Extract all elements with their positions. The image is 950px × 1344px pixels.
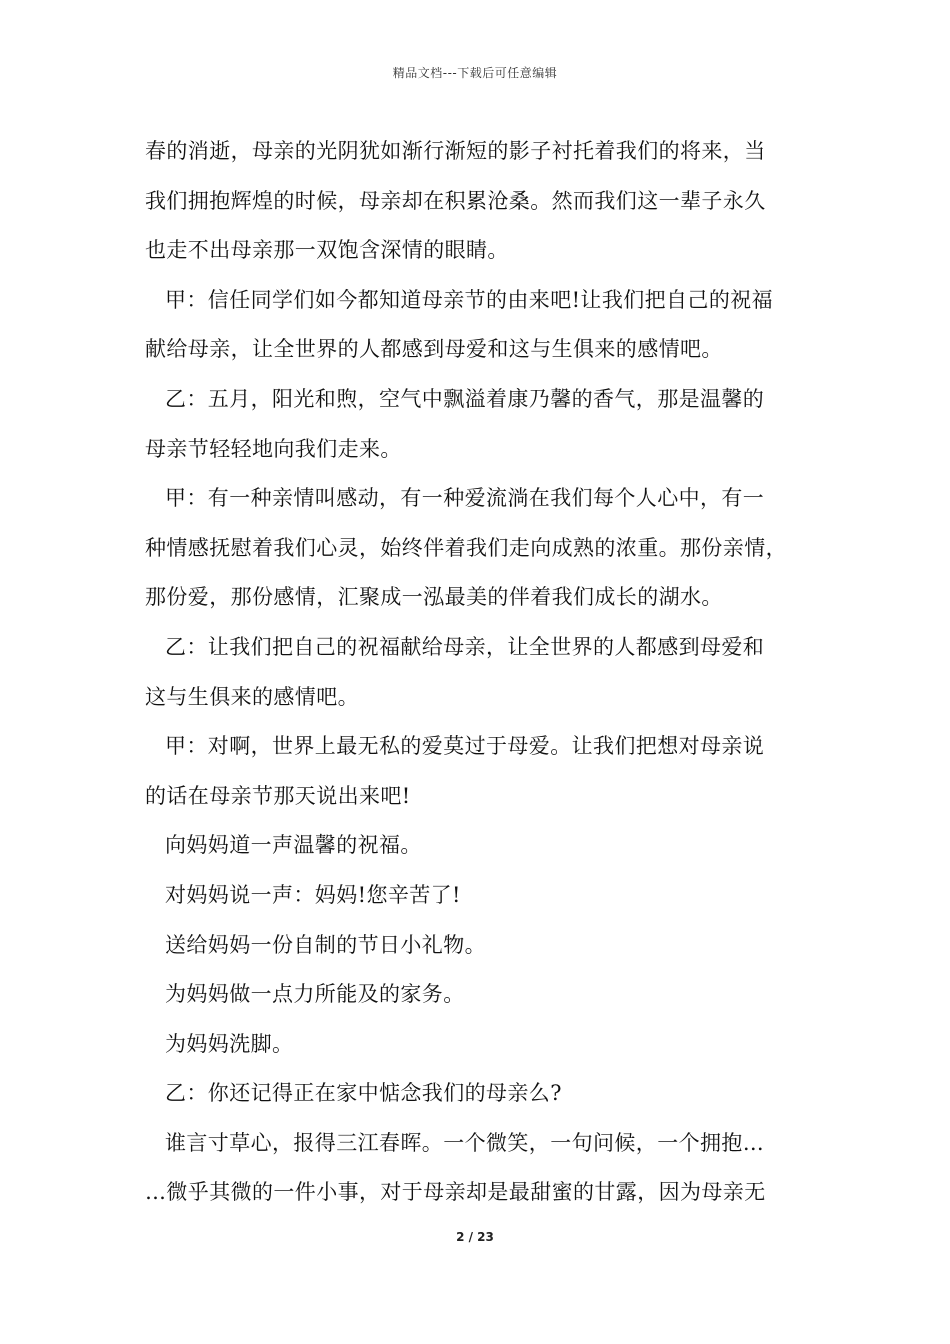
- text-line: 献给母亲，让全世界的人都感到母爱和这与生俱来的感情吧。: [145, 337, 723, 362]
- text-line: 甲：信任同学们如今都知道母亲节的由来吧!让我们把自己的祝福: [165, 287, 774, 312]
- text-line: 这与生俱来的感情吧。: [145, 684, 359, 709]
- text-line: 也走不出母亲那一双饱含深情的眼睛。: [145, 238, 509, 263]
- text-line: 谁言寸草心，报得三江春晖。一个微笑，一句问候，一个拥抱…: [165, 1130, 765, 1155]
- text-line: 母亲节轻轻地向我们走来。: [145, 436, 402, 461]
- text-line: …微乎其微的一件小事，对于母亲却是最甜蜜的甘露，因为母亲无: [145, 1180, 766, 1205]
- document-body: [145, 127, 825, 1218]
- text-line: 那份爱，那份感情，汇聚成一泓最美的伴着我们成长的湖水。: [145, 585, 723, 610]
- text-line: 种情感抚慰着我们心灵，始终伴着我们走向成熟的浓重。那份亲情，: [145, 535, 787, 560]
- page-header: 精品文档---下载后可任意编辑: [392, 66, 558, 80]
- text-line: 乙：让我们把自己的祝福献给母亲，让全世界的人都感到母爱和: [165, 634, 765, 659]
- text-line: 我们拥抱辉煌的时候，母亲却在积累沧桑。然而我们这一辈子永久: [145, 188, 766, 213]
- text-line: 向妈妈道一声温馨的祝福。: [165, 833, 422, 858]
- text-line: 乙：你还记得正在家中惦念我们的母亲么?: [165, 1081, 562, 1106]
- text-line: 甲：有一种亲情叫感动，有一种爱流淌在我们每个人心中，有一: [165, 486, 765, 511]
- text-line: 春的消逝，母亲的光阴犹如渐行渐短的影子衬托着我们的将来，当: [145, 139, 766, 163]
- page-number: 2 / 23: [456, 1230, 494, 1244]
- text-line: 乙：五月，阳光和煦，空气中飘溢着康乃馨的香气，那是温馨的: [165, 386, 765, 411]
- text-line: 的话在母亲节那天说出来吧!: [145, 783, 411, 808]
- text-line: 为妈妈洗脚。: [165, 1031, 294, 1056]
- text-line: 为妈妈做一点力所能及的家务。: [165, 982, 465, 1007]
- text-line: 送给妈妈一份自制的节日小礼物。: [165, 932, 486, 957]
- text-line: 甲：对啊，世界上最无私的爱莫过于母爱。让我们把想对母亲说: [165, 734, 765, 759]
- text-line: 对妈妈说一声：妈妈!您辛苦了!: [165, 882, 461, 907]
